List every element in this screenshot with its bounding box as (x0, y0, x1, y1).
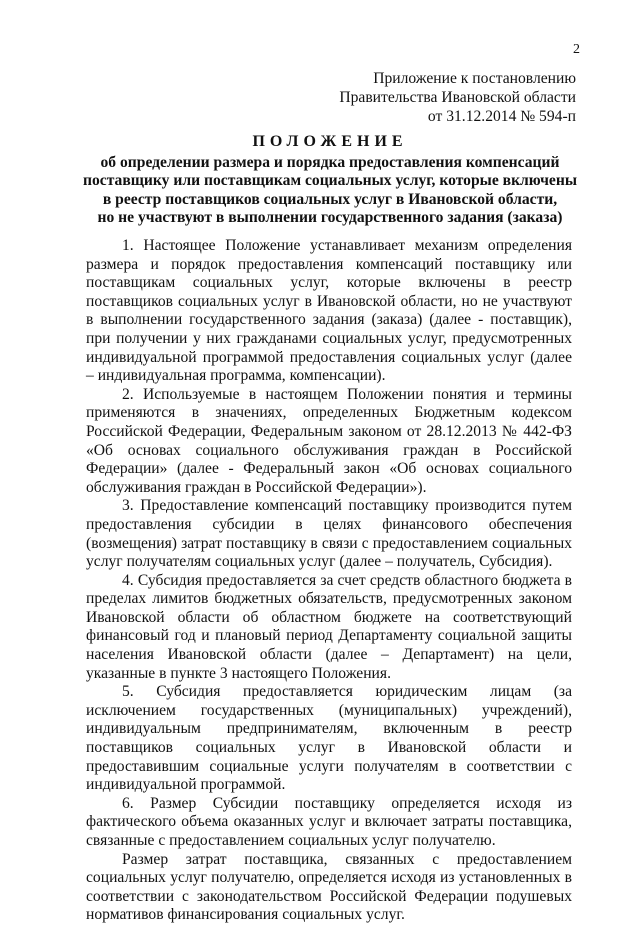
paragraph: 3. Предоставление компенсаций поставщику производится путем предоставления субсидии в целях финансового обеспечения (возмещения) затрат поставщику в связи с предоставлением социальных услуг получателям социальных услуг (далее – получатель, Субсидия). (86, 497, 572, 571)
title-line: но не участвуют в выполнении государственного задания (заказа) (97, 209, 563, 227)
appendix-line: Правительства Ивановской области (339, 89, 576, 106)
title-main: ПОЛОЖЕНИЕ (252, 133, 408, 150)
appendix-line: Приложение к постановлению (373, 70, 576, 87)
appendix-line: от 31.12.2014 № 594-п (427, 108, 576, 125)
paragraph: 5. Субсидия предоставляется юридическим лицам (за исключением государственных (муниципальных) учреждений), индивидуальным предпринимателям, включенным в реестр поставщиков социальных услуг в Ивановской области и предоставившим социальные услуги получателям в соответствии с индивидуальной программой. (86, 683, 572, 794)
title-line: поставщику или поставщикам социальных услуг, которые включены (83, 172, 577, 190)
paragraph: 1. Настоящее Положение устанавливает механизм определения размера и порядок предоставления компенсаций поставщику или поставщикам социальных услуг, которые включены в реестр поставщиков социальных услуг в Ивановской области, но не участвуют в выполнении государственного задания (заказа) (далее - поставщик), при получении у них гражданами социальных услуг, предусмотренных индивидуальной программой предоставления социальных услуг (далее – индивидуальная программа, компенсации). (86, 237, 572, 385)
paragraph: 6. Размер Субсидии поставщику определяется исходя из фактического объема оказанных услуг и включает затраты поставщика, связанные с предоставлением социальных услуг получателю. (86, 794, 572, 849)
title-subtitle (40, 154, 620, 228)
paragraph: 2. Используемые в настоящем Положении понятия и термины применяются в значениях, определенных Бюджетным кодексом Российской Федерации, Федеральным законом от 28.12.2013 № 442-ФЗ «Об основах социального обслуживания граждан в Российской Федерации» (далее - Федеральный закон «Об основах социального обслуживания граждан в Российской Федерации»). (86, 385, 572, 496)
document-body (86, 237, 572, 925)
title-line: в реестр поставщиков социальных услуг в Ивановской области, (102, 190, 558, 208)
title-line: об определении размера и порядка предоставления компенсаций (100, 153, 560, 171)
paragraph: 4. Субсидия предоставляется за счет средств областного бюджета в пределах лимитов бюджетных обязательств, предусмотренных законом Ивановской области об областном бюджете на соответствующий финансовый год и плановый период Департаменту социальной защиты населения Ивановской области (далее – Департамент) на цели, указанные в пункте 3 настоящего Положения. (86, 571, 572, 682)
appendix-header (339, 69, 576, 126)
paragraph: Размер затрат поставщика, связанных с предоставлением социальных услуг получателю, определяется исходя из установленных в соответствии с законодательством Российской Федерации подушевых нормативов финансирования социальных услуг. (86, 850, 572, 924)
page-number: 2 (573, 42, 580, 57)
document-title (40, 133, 620, 228)
